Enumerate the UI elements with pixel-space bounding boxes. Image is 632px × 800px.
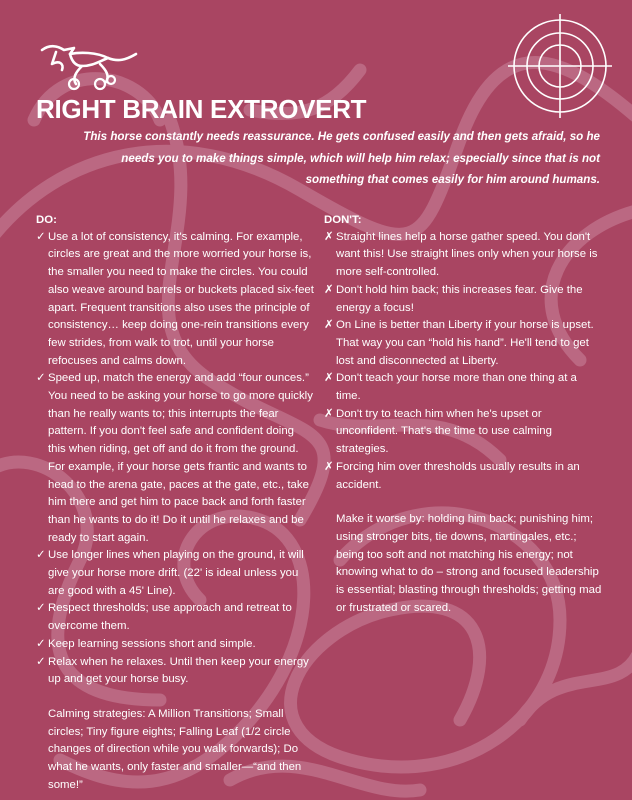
cross-icon: ✗ xyxy=(324,283,334,296)
do-list xyxy=(36,229,314,689)
checkmark-icon: ✓ xyxy=(36,372,46,385)
list-item: ✗ Don't hold him back; this increases fear. Give the energy a focus! xyxy=(324,283,583,314)
dont-list xyxy=(324,229,604,495)
list-item: ✓ Use longer lines when playing on the ground, it will give your horse more drift. (22' is ideal unless you are good with a 45' Line). xyxy=(36,549,304,597)
cross-icon: ✗ xyxy=(324,407,334,420)
list-item: ✗ Straight lines help a horse gather speed. You don't want this! Use straight lines only when your horse is more self-controlled. xyxy=(324,230,598,279)
checkmark-icon: ✓ xyxy=(36,637,46,650)
checkmark-icon: ✓ xyxy=(36,549,46,562)
cross-icon: ✗ xyxy=(324,372,334,385)
do-column xyxy=(36,212,314,795)
intro-text: This horse constantly needs reassurance. He gets confused easily and then gets afraid, so he needs you to make things simple, which will help him relax; especially since that is not something that comes easily for him around humans. xyxy=(83,130,600,186)
list-item: ✓ Keep learning sessions short and simple. xyxy=(36,636,314,654)
list-item: ✗ Forcing him over thresholds usually results in an accident. xyxy=(324,460,580,491)
list-item: ✗ On Line is better than Liberty if your horse is upset. That way you can “hold his hand”. He'll tend to get lost and disconnected at Liberty. xyxy=(324,319,594,367)
list-item: ✓ Use a lot of consistency, it's calming. For example, circles are great and the more worried your horse is, the smaller you need to make the circles. You could also weave around barrels or buckets placed six-feet apart. Frequent transitions also uses the principle of consistency… keep doing one-rein transitions every few strides, from walk to trot, until your horse refocuses and calms down. xyxy=(36,230,314,367)
list-item: ✓ Respect thresholds; use approach and retreat to overcome them. xyxy=(36,602,292,633)
cross-icon: ✗ xyxy=(324,230,334,243)
list-item: ✗ Don't try to teach him when he's upset or unconfident. That's the time to use calming strategies. xyxy=(324,407,552,456)
list-item: ✗ Don't teach your horse more than one thing at a time. xyxy=(324,372,577,403)
checkmark-icon: ✓ xyxy=(36,655,46,668)
cross-icon: ✗ xyxy=(324,319,334,332)
checkmark-icon: ✓ xyxy=(36,602,46,615)
cross-icon: ✗ xyxy=(324,460,334,473)
dont-column xyxy=(324,212,604,617)
checkmark-icon: ✓ xyxy=(36,230,46,243)
calming-strategies-note: Calming strategies: A Million Transitions; Small circles; Tiny figure eights; Falling Leaf (1/2 circle changes of direction while you walk forwards); Do what he wants, only faster and smaller—“and then some!” xyxy=(48,707,302,791)
make-it-worse-note: Make it worse by: holding him back; punishing him; using stronger bits, tie downs, martingales, etc.; being too soft and not matching his energy; not knowing what to do – strong and focused leadership is essential; blasting through thresholds; getting mad or frustrated or scared. xyxy=(336,513,602,614)
dont-heading: DON'T: xyxy=(324,214,362,226)
list-item: ✓ Relax when he relaxes. Until then keep your energy up and get your horse busy. xyxy=(36,655,309,686)
horse-logo-icon xyxy=(36,40,142,92)
crosshair-target-icon xyxy=(508,14,612,118)
do-heading: DO: xyxy=(36,214,57,226)
list-item: ✓ Speed up, match the energy and add “four ounces.” You need to be asking your horse to go more quickly than he really wants to; this interrupts the fear pattern. If you don't feel safe and confident doing this when riding, get off and do it from the ground. For example, if your horse gets frantic and wants to head to the arena gate, paces at the gate, etc., take him there and get him to pace back and forth faster than he wants to do it! Do it until he relaxes and be ready to start again. xyxy=(36,372,313,544)
page-title: RIGHT BRAIN EXTROVERT xyxy=(36,94,367,124)
